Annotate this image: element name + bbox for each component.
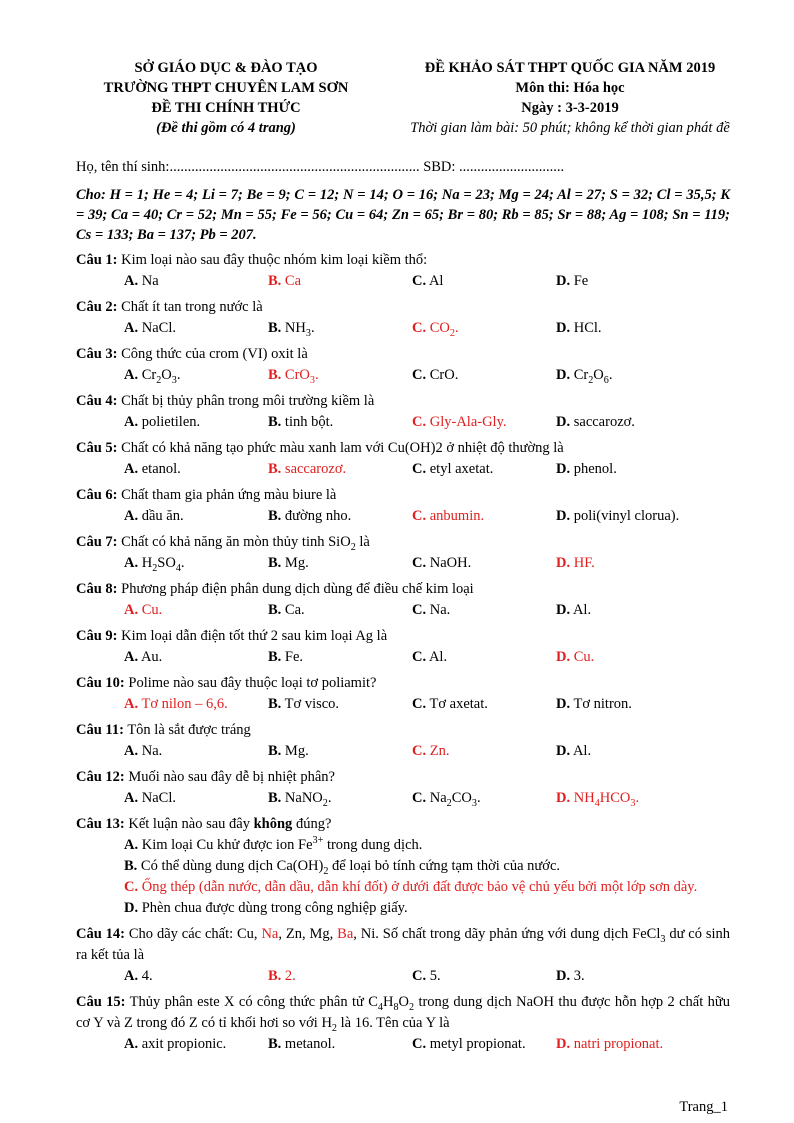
question-text: Polime nào sau đây thuộc loại tơ poliamit?: [128, 675, 377, 691]
statement-a: A. Kim loại Cu khử được ion $Fe^{3+}$ trong dung dịch.: [124, 835, 423, 853]
question-text: Chất bị thủy phân trong môi trường kiềm là: [121, 393, 375, 409]
question-text: Kim loại nào sau đây thuộc nhóm kim loại kiềm thổ:: [121, 252, 428, 268]
question-label: Câu 7:: [76, 534, 118, 550]
question-13: [76, 814, 730, 919]
option-c: C. 5.: [412, 968, 441, 984]
question-2: [76, 297, 730, 339]
question-emphasis: không: [253, 816, 293, 832]
option-b-answer: B. saccarozơ.: [268, 461, 347, 477]
option-c-answer: C. Zn.: [412, 743, 450, 759]
question-label: Câu 15:: [76, 994, 126, 1010]
option-d-answer: D. Cu.: [556, 649, 595, 665]
exam-title: ĐỀ KHẢO SÁT THPT QUỐC GIA NĂM 2019: [424, 60, 716, 76]
department-name: SỞ GIÁO DỤC & ĐÀO TẠO: [134, 60, 318, 76]
option-a-answer: A. Cu.: [124, 602, 163, 618]
question-4: [76, 391, 730, 433]
option-b: B. metanol.: [268, 1036, 336, 1052]
option-c: C. Al: [412, 273, 444, 289]
exam-date: Ngày : 3-3-2019: [521, 100, 619, 116]
question-text: Muối nào sau đây dễ bị nhiệt phân?: [128, 769, 335, 785]
option-b: B. Fe.: [268, 649, 304, 665]
question-text: Kết luận nào sau đây: [128, 816, 250, 832]
question-15: [76, 992, 730, 1055]
option-c: C. etyl axetat.: [412, 461, 494, 477]
question-text: Phương pháp điện phân dung dịch dùng để điều chế kim loại: [121, 581, 474, 597]
question-text: Tôn là sắt được tráng: [127, 722, 251, 738]
question-5: [76, 438, 730, 480]
option-b: B. $NH_3$.: [268, 320, 315, 339]
option-b: B. đường nho.: [268, 508, 352, 524]
option-d: D. HCl.: [556, 320, 602, 336]
option-b: B. Ca.: [268, 602, 305, 618]
option-c: C. NaOH.: [412, 555, 472, 571]
option-b: B. tinh bột.: [268, 414, 334, 430]
question-11: [76, 720, 730, 762]
option-c-answer: C. Gly-Ala-Gly.: [412, 414, 507, 430]
option-b: B. Mg.: [268, 743, 309, 759]
option-a: A. etanol.: [124, 461, 181, 477]
question-label: Câu 11:: [76, 722, 124, 738]
question-label: Câu 13:: [76, 816, 125, 832]
header-left: [76, 58, 376, 138]
student-info-line: Họ, tên thí sinh:..................................................................... SBD: .............................: [76, 159, 565, 175]
option-a: A. 4.: [124, 968, 153, 984]
option-a: A. polietilen.: [124, 414, 201, 430]
question-text: Chất có khả năng tạo phức màu xanh lam với Cu(OH)2 ở nhiệt độ thường là: [121, 440, 564, 456]
question-12: [76, 767, 730, 809]
question-label: Câu 14:: [76, 926, 125, 942]
option-a: A. Na: [124, 273, 159, 289]
option-c: C. Al.: [412, 649, 448, 665]
option-d: D. phenol.: [556, 461, 617, 477]
statement-d: D. Phèn chua được dùng trong công nghiệp giấy.: [124, 900, 408, 916]
option-d: D. Al.: [556, 743, 592, 759]
school-name: TRƯỜNG THPT CHUYÊN LAM SƠN: [103, 80, 349, 96]
option-d: D. 3.: [556, 968, 585, 984]
option-d-answer: D. HF.: [556, 555, 595, 571]
question-label: Câu 12:: [76, 769, 125, 785]
time-note: Thời gian làm bài: 50 phút; không kể thời gian phát đề: [410, 120, 730, 136]
option-b: B. Tơ visco.: [268, 696, 340, 712]
question-label: Câu 8:: [76, 581, 118, 597]
statement-b: B. Có thể dùng dung dịch $Ca(OH)_2$ để loại bỏ tính cứng tạm thời của nước.: [124, 858, 561, 877]
option-c-answer: C. $CO_2$.: [412, 320, 459, 339]
option-a: A. $Cr_2O_3$.: [124, 367, 181, 386]
option-d: D. saccarozơ.: [556, 414, 635, 430]
question-label: Câu 5:: [76, 440, 118, 456]
highlight-ba: Ba: [337, 926, 354, 942]
question-label: Câu 4:: [76, 393, 118, 409]
option-d: D. $Cr_2O_6$.: [556, 367, 613, 386]
question-text: Chất có khả năng ăn mòn thủy tinh SiO$_2$ là: [121, 534, 370, 553]
subject: Môn thi: Hóa học: [515, 80, 625, 96]
question-1: [76, 250, 730, 292]
option-d: D. Fe: [556, 273, 589, 289]
question-label: Câu 10:: [76, 675, 125, 691]
option-c: C. Tơ axetat.: [412, 696, 488, 712]
option-a: A. dầu ăn.: [124, 508, 184, 524]
option-d: D. Tơ nitron.: [556, 696, 632, 712]
option-b: B. Mg.: [268, 555, 309, 571]
option-c: C. Na.: [412, 602, 451, 618]
option-d: D. Al.: [556, 602, 592, 618]
question-label: Câu 3:: [76, 346, 118, 362]
atomic-masses: Cho: H = 1; He = 4; Li = 7; Be = 9; C = 12; N = 14; O = 16; Na = 23; Mg = 24; Al = 27; S = 32; Cl = 35,5; K = 39; Ca = 40; Cr = 52; Mn = 55; Fe = 56; Cu = 64; Zn = 65; Br = 80; Rb = 85; Sr = 88; Ag = 108; Sn = 119; Cs = 133; Ba = 137; Pb = 207.: [76, 187, 730, 243]
question-label: Câu 1:: [76, 252, 118, 268]
option-a: A. $H_2SO_4$.: [124, 555, 185, 574]
question-10: [76, 673, 730, 715]
option-c: C. $Na_2CO_3$.: [412, 790, 481, 809]
option-b-answer: B. 2.: [268, 968, 296, 984]
option-a: A. Au.: [124, 649, 163, 665]
question-text: Thủy phân este X có công thức phân tử $C_4H_8O_2$ trong dung dịch NaOH thu được hỗn hợp 2 chất hữu cơ Y và Z trong đó Z có tỉ khối hơi so với $H_2$ là 16. Tên của Y là: [76, 994, 730, 1034]
question-8: [76, 579, 730, 621]
statement-c-answer: C. Ống thép (dẫn nước, dẫn dầu, dẫn khí đốt) ở dưới đất được bảo vệ chủ yếu bởi một lớp sơn dày.: [124, 879, 698, 895]
exam-status: ĐỀ THI CHÍNH THỨC: [151, 100, 301, 116]
option-a: A. NaCl.: [124, 790, 176, 806]
option-b-answer: B. CrO$_3$.: [268, 367, 319, 386]
question-3: [76, 344, 730, 386]
option-b: B. NaNO$_2$.: [268, 790, 332, 809]
question-9: [76, 626, 730, 668]
option-c: C. CrO.: [412, 367, 459, 383]
option-d-answer: D. natri propionat.: [556, 1036, 664, 1052]
option-d: D. poli(vinyl clorua).: [556, 508, 680, 524]
question-text: Chất tham gia phản ứng màu biure là: [121, 487, 337, 503]
question-text-end: đúng?: [295, 816, 332, 832]
option-c: C. metyl propionat.: [412, 1036, 526, 1052]
question-7: [76, 532, 730, 574]
option-a-answer: A. Tơ nilon – 6,6.: [124, 696, 228, 712]
exam-content: [76, 157, 730, 1055]
question-text: Công thức của crom (VI) oxit là: [121, 346, 308, 362]
page-count-note: (Đề thi gồm có 4 trang): [156, 120, 296, 136]
page-number: Trang_1: [679, 1099, 728, 1115]
question-text: Chất ít tan trong nước là: [121, 299, 263, 315]
question-14: Câu 14: Cho dãy các chất: Cu, Na, Zn, Mg, Ba, Ni. Số chất trong dãy phản ứng với dung dịch FeCl$_3$ dư có sinh ra kết tủa là A. 4. B. 2. C. 5. D. 3.: [76, 924, 730, 987]
header-right: [380, 58, 760, 138]
option-c-answer: C. anbumin.: [412, 508, 485, 524]
option-a: A. Na.: [124, 743, 163, 759]
question-label: Câu 9:: [76, 628, 118, 644]
question-6: [76, 485, 730, 527]
question-label: Câu 2:: [76, 299, 118, 315]
option-a: A. NaCl.: [124, 320, 176, 336]
option-a: A. axit propionic.: [124, 1036, 227, 1052]
question-text: Kim loại dẫn điện tốt thứ 2 sau kim loại Ag là: [121, 628, 388, 644]
option-b-answer: B. Ca: [268, 273, 302, 289]
option-d-answer: D. $NH_4HCO_3$.: [556, 790, 640, 809]
question-label: Câu 6:: [76, 487, 118, 503]
highlight-na: Na: [261, 926, 279, 942]
